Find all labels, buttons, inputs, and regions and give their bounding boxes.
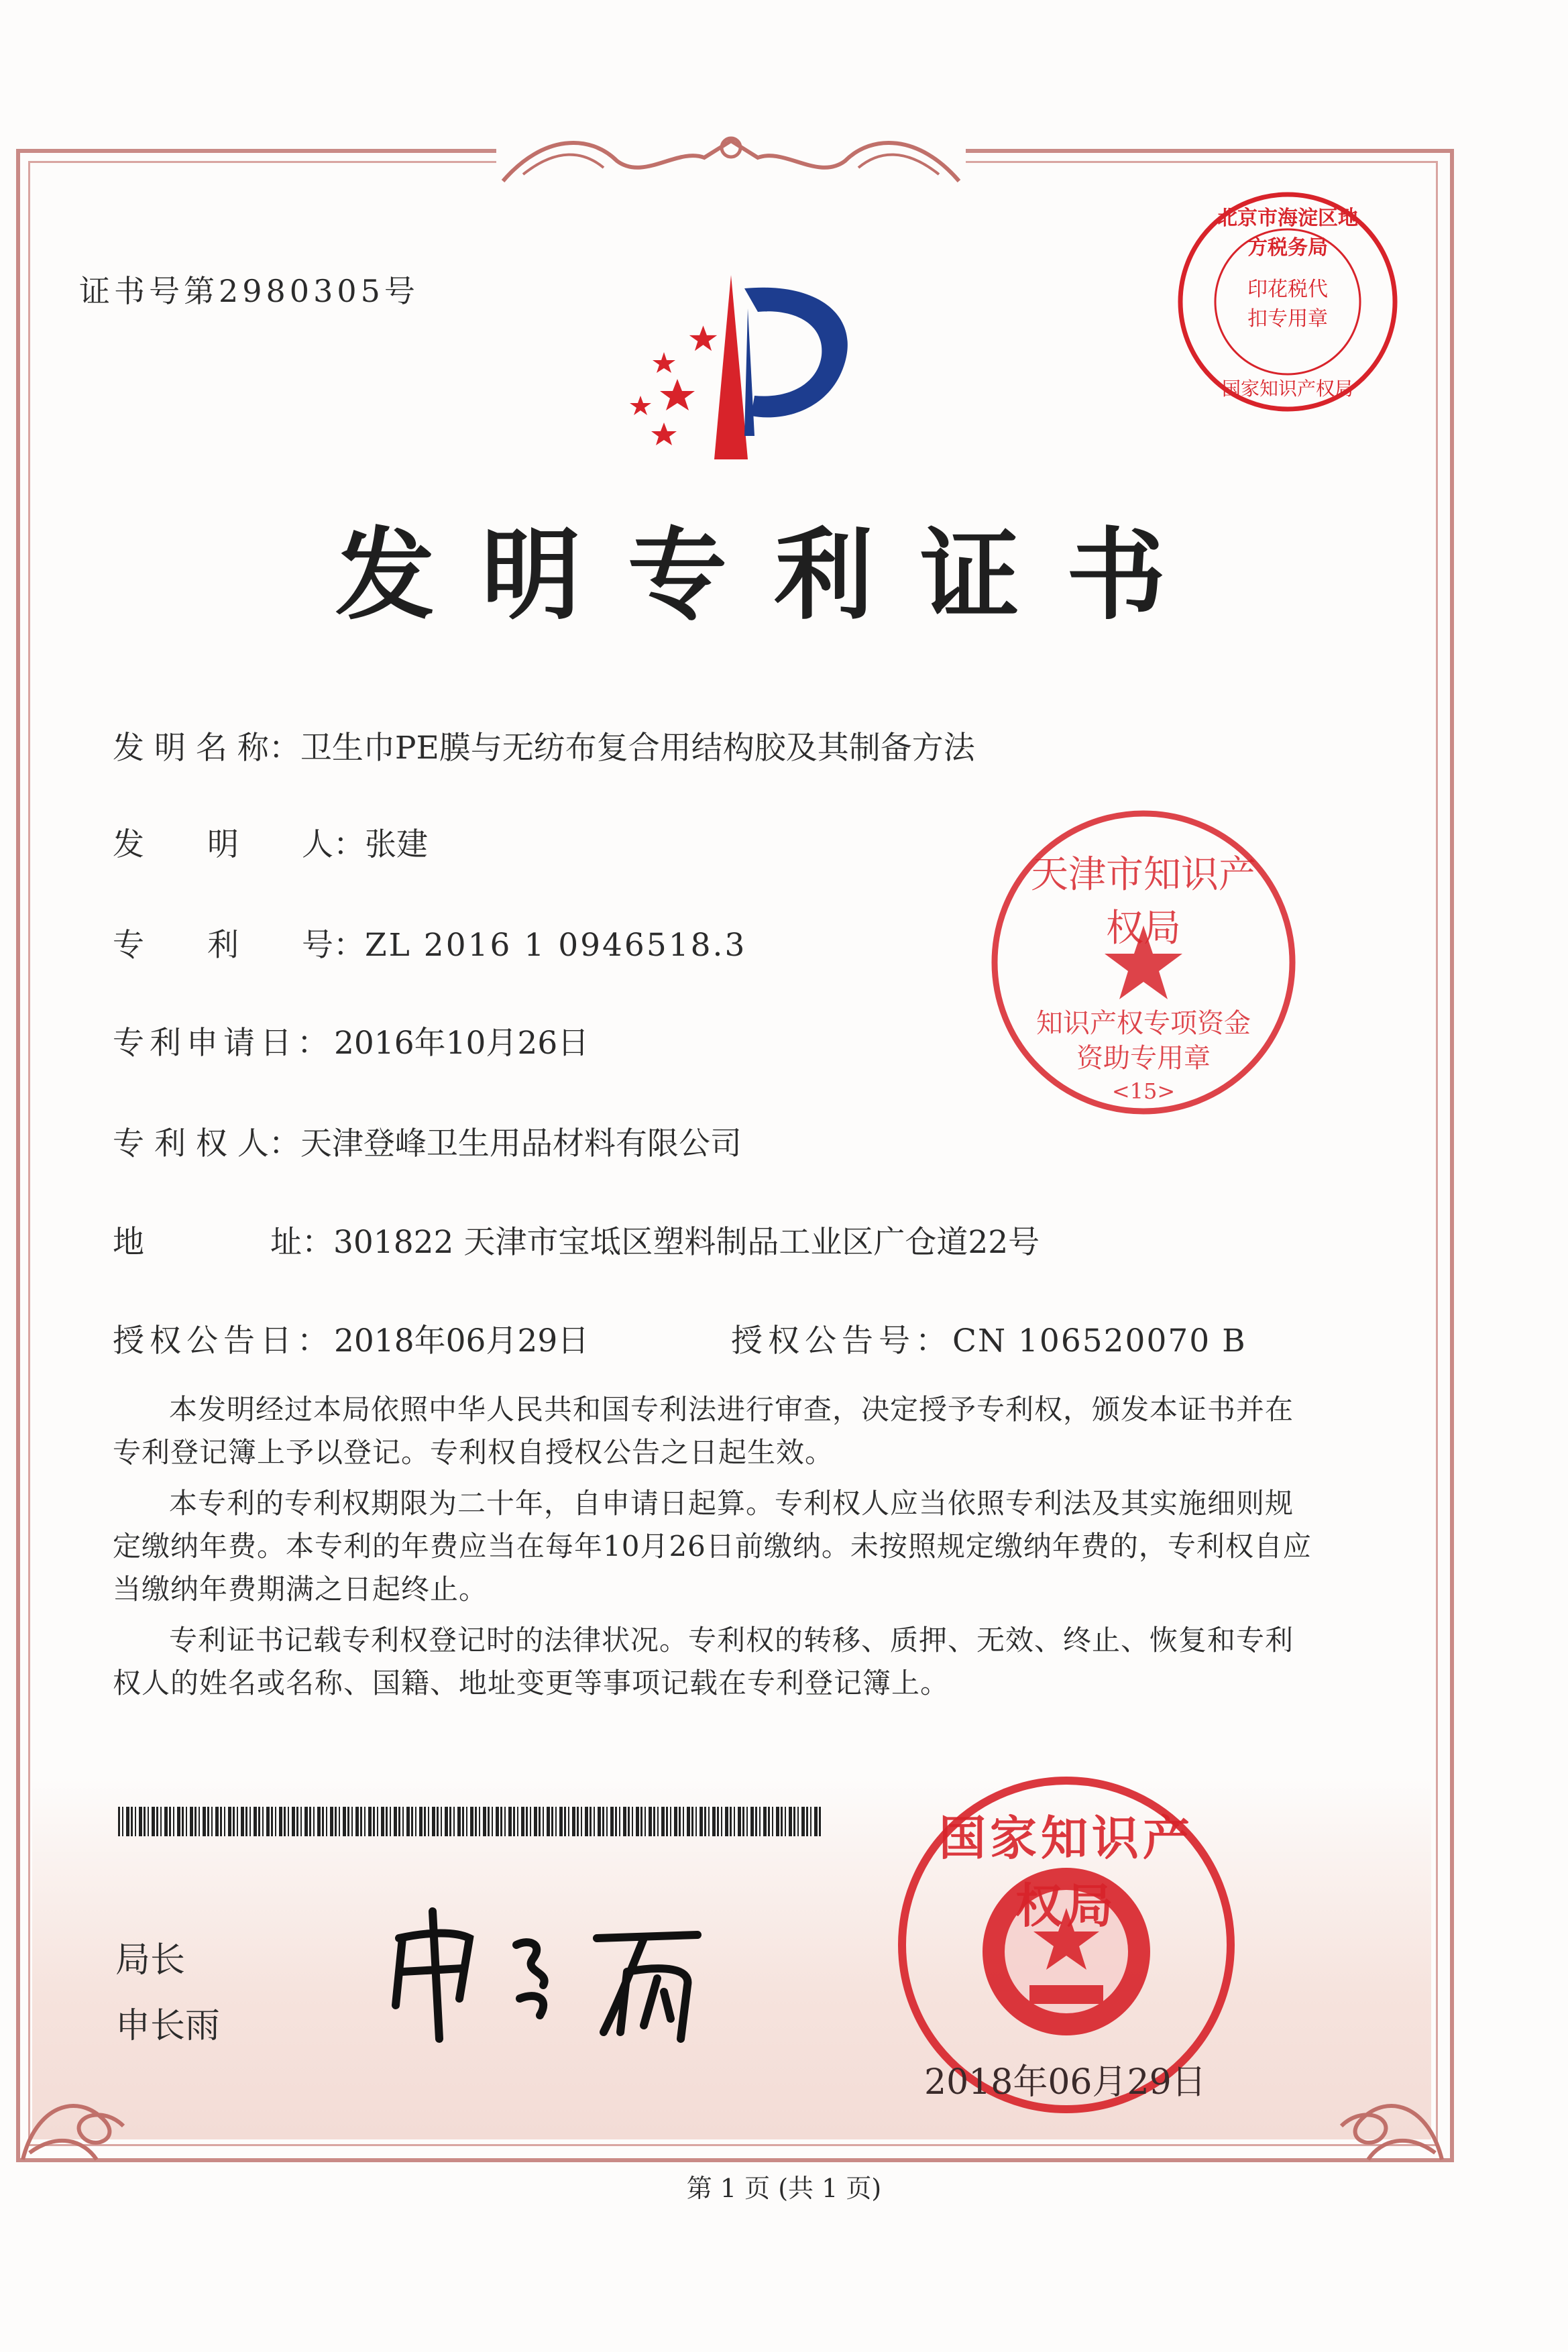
patentee-row [113,1119,742,1164]
certificate-title: 发明专利证书 [335,516,1213,633]
grant-number-label: 授权公告号： [731,1323,952,1359]
filing-date-label: 专利申请日： [113,1025,334,1062]
tianjin-seal-ring-text: 天津市知识产权局 [1031,853,1256,950]
top-ornament [483,121,979,194]
invention-name-label: 发 明 名 称： [113,730,300,767]
bottom-right-ornament [1288,2052,1449,2166]
grant-date-label: 授权公告日： [113,1323,334,1359]
handwritten-signature [376,1898,751,2046]
certificate-number: 证书号第2980305号 [79,273,419,309]
grant-date-row [113,1316,589,1361]
address-row [113,1217,1040,1262]
tianjin-seal-number: <15> [1111,1078,1176,1104]
inventor-row [113,820,428,864]
patent-number-row [113,920,746,965]
invention-name-value: 卫生巾PE膜与无纺布复合用结构胶及其制备方法 [300,730,975,767]
tianjin-seal-center-text: 知识产权专项资金资助专用章 [1036,1008,1251,1074]
inventor-label: 发 明 人： [113,826,365,863]
body-paragraph-1: 本发明经过本局依照中华人民共和国专利法进行审查，决定授予专利权，颁发本证书并在专利登记簿上予以登记。专利权自授权公告之日起生效。 [113,1393,1294,1469]
patentee-value: 天津登峰卫生用品材料有限公司 [300,1125,742,1162]
bottom-left-ornament [16,2052,177,2166]
grant-number-value: CN 106520070 B [952,1323,1247,1359]
inventor-value: 张建 [365,826,428,863]
patentee-label: 专 利 权 人： [113,1125,300,1162]
address-value: 301822 天津市宝坻区塑料制品工业区广仓道22号 [333,1224,1040,1261]
patent-office-logo [604,268,872,463]
body-paragraph-2: 本专利的专利权期限为二十年，自申请日起算。专利权人应当依照专利法及其实施细则规定缴纳年费。本专利的年费应当在每年10月26日前缴纳。未按照规定缴纳年费的，专利权自应当缴纳年费期满之日起终止。 [113,1487,1312,1606]
invention-name-row [113,723,975,768]
cnipa-seal-ring-text: 国家知识产权局 [939,1810,1194,1934]
address-label: 地 址： [113,1224,333,1261]
barcode [118,1807,822,1836]
filing-date-value: 2016年10月26日 [334,1025,590,1062]
signatory-role: 局长 [115,1940,186,1980]
tax-stamp-center-text: 印花税代扣专用章 [1247,278,1328,331]
page-footer: 第 1 页 (共 1 页) [686,2174,882,2203]
signatory-name: 申长雨 [115,2006,221,2046]
patent-number-value: ZL 2016 1 0946518.3 [365,927,747,964]
tax-stamp-ring-text: 北京市海淀区地方税务局 [1217,207,1358,260]
certificate-body [113,1388,1313,1713]
body-paragraph-3: 专利证书记载专利权登记时的法律状况。专利权的转移、质押、无效、终止、恢复和专利权人的姓名或名称、国籍、地址变更等事项记载在专利登记簿上。 [113,1624,1294,1699]
tax-stamp-seal [1174,188,1402,416]
grant-date-value: 2018年06月29日 [334,1323,590,1359]
patent-number-label: 专 利 号： [113,927,365,964]
tax-stamp-bottom-text: 国家知识产权局 [1221,378,1353,400]
filing-date-row [113,1018,589,1063]
tianjin-ip-seal [986,805,1301,1120]
grant-number-row [731,1316,1247,1361]
seal-date: 2018年06月29日 [924,2062,1207,2103]
